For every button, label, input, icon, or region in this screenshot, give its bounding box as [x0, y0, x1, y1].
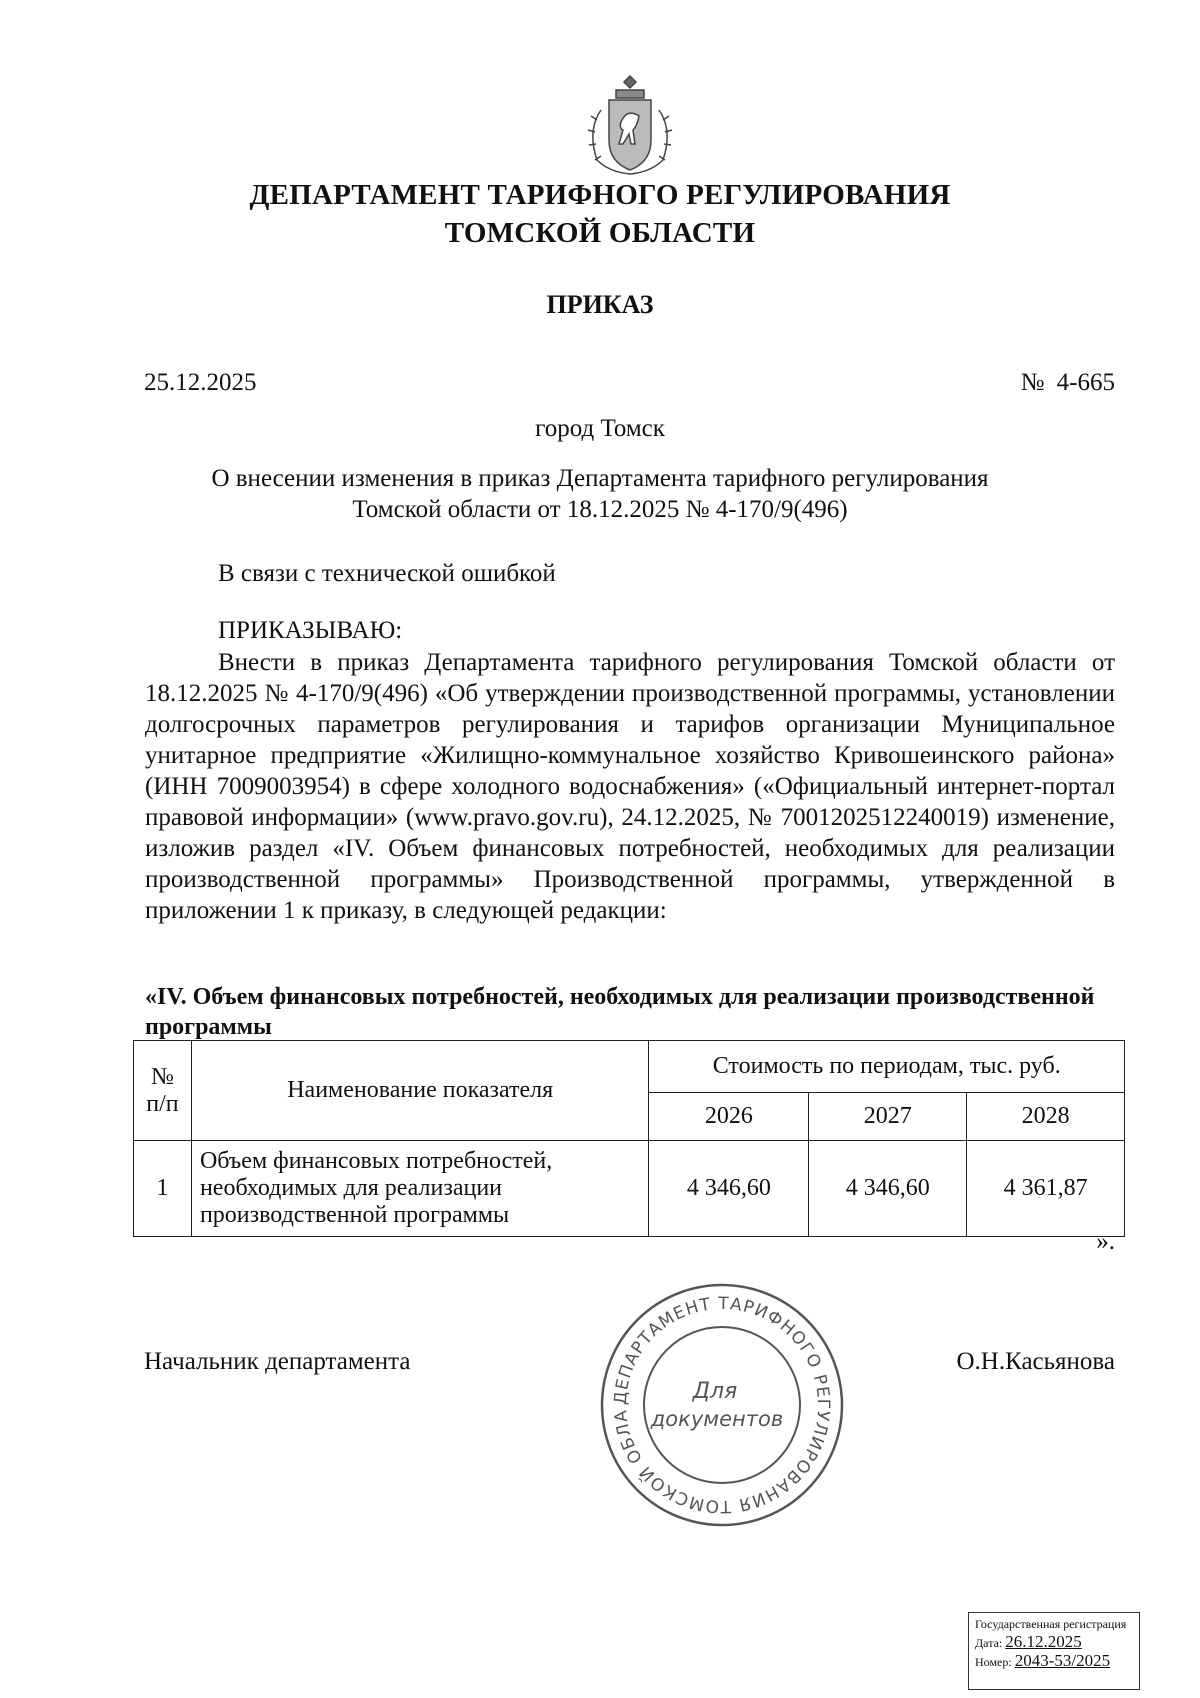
row-value: 4 346,60 [809, 1141, 967, 1237]
financial-needs-table [133, 1040, 1125, 1237]
column-header-number-line1: № [151, 1063, 174, 1090]
coat-of-arms-icon [571, 70, 689, 178]
order-subject-line1: О внесении изменения в приказ Департамента тарифного регулирования [211, 465, 989, 492]
order-reason: В связи с технической ошибкой [218, 560, 556, 587]
registration-date-label: Дата: [975, 1636, 1003, 1650]
registration-date: 26.12.2025 [1005, 1632, 1082, 1651]
official-stamp [597, 1280, 847, 1530]
stamp-center-line2: документов [650, 1407, 784, 1431]
registration-number-label: Номер: [975, 1655, 1012, 1669]
column-header-cost: Стоимость по периодам, тыс. руб. [649, 1041, 1125, 1093]
registration-number: 2043-53/2025 [1014, 1651, 1111, 1670]
table-row [134, 1141, 1125, 1237]
order-subject [150, 463, 1050, 525]
column-header-name: Наименование показателя [191, 1041, 648, 1141]
order-directive: ПРИКАЗЫВАЮ: [218, 617, 403, 644]
section-title: «IV. Объем финансовых потребностей, необходимых для реализации производственной программы [145, 984, 1095, 1040]
column-header-year: 2027 [809, 1093, 967, 1141]
signatory-name: О.Н.Касьянова [956, 1348, 1115, 1375]
row-value: 4 361,87 [967, 1141, 1125, 1237]
department-name-line1: ДЕПАРТАМЕНТ ТАРИФНОГО РЕГУЛИРОВАНИЯ [249, 179, 951, 211]
column-header-number-line2: п/п [146, 1090, 179, 1117]
document-type: ПРИКАЗ [546, 290, 654, 319]
closing-quote: ». [1096, 1228, 1115, 1255]
order-body: Внести в приказ Департамента тарифного регулирования Томской области от 18.12.2025 № 4-170/9(496) «Об утверждении производственной программы, установлении долгосрочных параметров регулирования и тарифов организации Муниципальное унитарное предприятие «Жилищно-коммунальное хозяйство Кривошеинского района» (ИНН 7009003954) в сфере холодного водоснабжения» («Официальный интернет-портал правовой информации» (www.pravo.gov.ru), 24.12.2025, № 7001202512240019) изменение, изложив раздел «IV. Объем финансовых потребностей, необходимых для реализации производственной программы» Производственной программы, утвержденной в приложении 1 к приказу, в следующей редакции: [145, 649, 1115, 924]
row-value: 4 346,60 [649, 1141, 809, 1237]
department-name [150, 176, 1050, 252]
column-header-year: 2026 [649, 1093, 809, 1141]
registration-title: Государственная регистрация [975, 1617, 1127, 1631]
city: город Томск [535, 415, 665, 442]
column-header-number [134, 1041, 192, 1141]
department-name-line2: ТОМСКОЙ ОБЛАСТИ [444, 217, 756, 249]
order-date: 25.12.2025 [144, 369, 257, 396]
signatory-role: Начальник департамента [144, 1348, 411, 1375]
order-number: № 4-665 [1020, 369, 1115, 396]
stamp-ring-text: ДЕПАРТАМЕНТ ТАРИФНОГО РЕГУЛИРОВАНИЯ ТОМСКОЙ ОБЛА [610, 1293, 834, 1517]
registration-box [968, 1612, 1140, 1690]
row-indicator-name: Объем финансовых потребностей, необходимых для реализации производственной программы [191, 1141, 648, 1237]
stamp-center-line1: Для [692, 1379, 738, 1404]
column-header-year: 2028 [967, 1093, 1125, 1141]
row-number: 1 [134, 1141, 192, 1237]
order-subject-line2: Томской области от 18.12.2025 № 4-170/9(496) [352, 496, 848, 523]
